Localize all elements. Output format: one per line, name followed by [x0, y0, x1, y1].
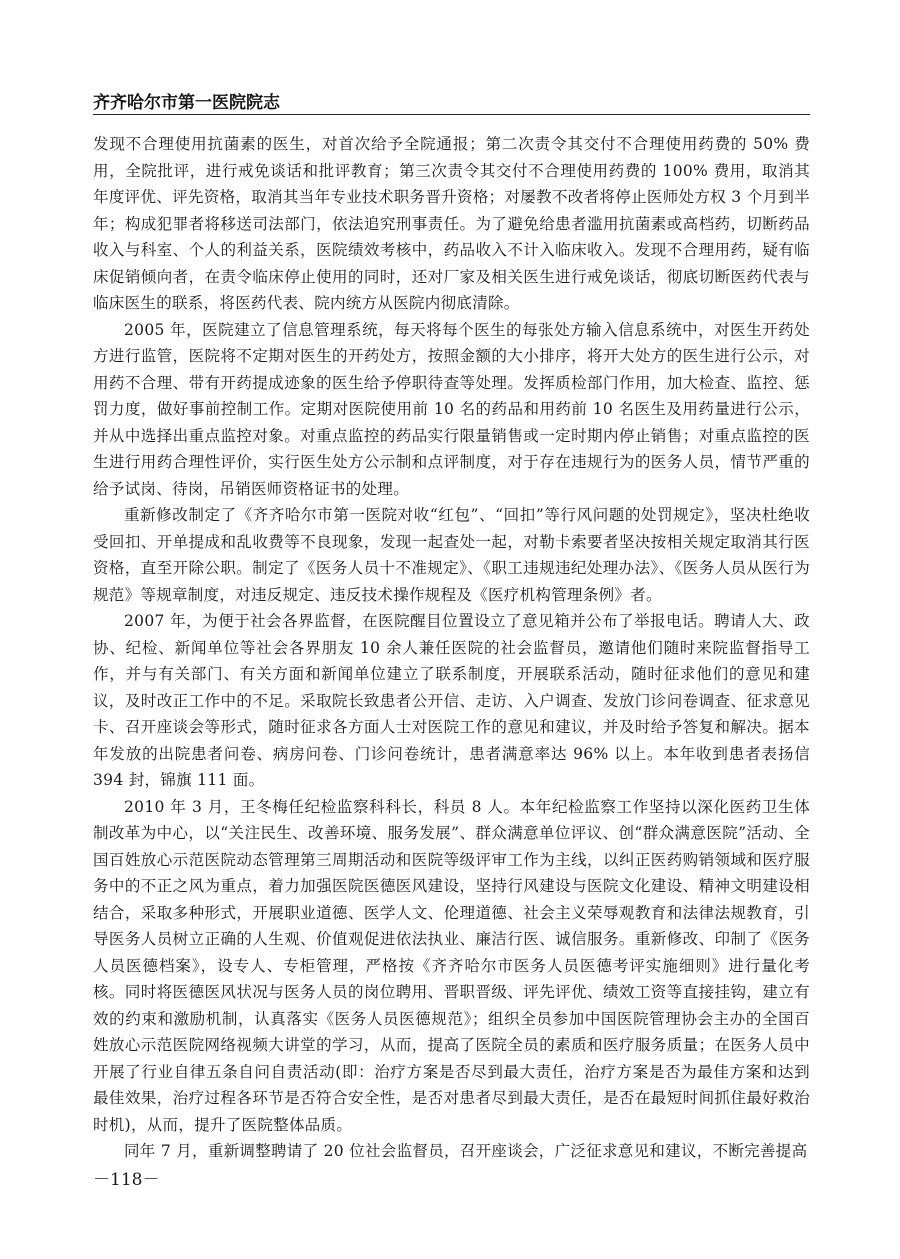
paragraph: 2010 年 3 月，王冬梅任纪检监察科科长，科员 8 人。本年纪检监察工作坚持以深化医药卫生体制改革为中心，以“关注民生、改善环境、服务发展”、群众满意单位评议、创“群众满意医院”活动、全国百姓放心示范医院动态管理第三周期活动和医院等级评审工作为主线，以纠正医药购销领域和医疗服务中的不正之风为重点，着力加强医院医德医风建设，坚持行风建设与医院文化建设、精神文明建设相结合，采取多种形式，开展职业道德、医学人文、伦理道德、社会主义荣辱观教育和法律法规教育，引导医务人员树立正确的人生观、价值观促进依法执业、廉洁行医、诚信服务。重新修改、印制了《医务人员医德档案》，设专人、专柜管理，严格按《齐齐哈尔市医务人员医德考评实施细则》进行量化考核。同时将医德医风状况与医务人员的岗位聘用、晋职晋级、评先评优、绩效工资等直接挂钩，建立有效的约束和激励机制，认真落实《医务人员医德规范》；组织全员参加中国医院管理协会主办的全国百姓放心示范医院网络视频大讲堂的学习，从而，提高了医院全员的素质和医疗服务质量；在医务人员中开展了行业自律五条自问自责活动(即：治疗方案是否尽到最大责任，治疗方案是否为最佳方案和达到最佳效果，治疗过程各环节是否符合安全性，是否对患者尽到最大责任，是否在最短时间抓住最好救治时机)，从而，提升了医院整体品质。: [93, 797, 810, 1134]
paragraph: 发现不合理使用抗菌素的医生，对首次给予全院通报；第二次责令其交付不合理使用药费的 50% 费用，全院批评，进行戒免谈话和批评教育；第三次责令其交付不合理使用药费的 100% 费用，取消其年度评优、评先资格，取消其当年专业技术职务晋升资格；对屡教不改者将停止医师处方权 3 个月到半年；构成犯罪者将移送司法部门，依法追究刑事责任。为了避免给患者滥用抗菌素或高档药，切断药品收入与科室、个人的利益关系，医院绩效考核中，药品收入不计入临床收入。发现不合理用药，疑有临床促销倾向者，在责令临床停止使用的同时，还对厂家及相关医生进行戒免谈话，彻底切断医药代表与临床医生的联系，将医药代表、院内统方从医院内彻底清除。: [93, 135, 810, 312]
paragraph: 同年 7 月，重新调整聘请了 20 位社会监督员，召开座谈会，广泛征求意见和建议，不断完善提高: [124, 1142, 808, 1160]
paragraph: 2007 年，为便于社会各界监督，在医院醒目位置设立了意见箱并公布了举报电话。聘请人大、政协、纪检、新闻单位等社会各界朋友 10 余人兼任医院的社会监督员，邀请他们随时来院监督指导工作，并与有关部门、有关方面和新闻单位建立了联系制度，开展联系活动，随时征求他们的意见和建议，及时改正工作中的不足。采取院长致患者公开信、走访、入户调查、发放门诊问卷调查、征求意见卡、召开座谈会等形式，随时征求各方面人士对医院工作的意见和建议，并及时给予答复和解决。据本年发放的出院患者问卷、病房问卷、门诊问卷统计，患者满意率达 96% 以上。本年收到患者表扬信 394 封，锦旗 111 面。: [93, 612, 810, 789]
header-divider: [93, 114, 810, 115]
paragraph: 重新修改制定了《齐齐哈尔市第一医院对收“红包”、“回扣”等行风问题的处罚规定》，坚决杜绝收受回扣、开单提成和乱收费等不良现象，发现一起查处一起，对勒卡索要者坚决按相关规定取消其行医资格，直至开除公职。制定了《医务人员十不准规定》、《职工违规违纪处理办法》、《医务人员从医行为规范》等规章制度，对违反规定、违反技术操作规程及《医疗机构管理条例》者。: [93, 506, 810, 604]
paragraph: 2005 年，医院建立了信息管理系统，每天将每个医生的每张处方输入信息系统中，对医生开药处方进行监管，医院将不定期对医生的开药处方，按照金额的大小排序，将开大处方的医生进行公示，对用药不合理、带有开药提成迹象的医生给予停职待查等处理。发挥质检部门作用，加大检查、监控、惩罚力度，做好事前控制工作。定期对医院使用前 10 名的药品和用药前 10 名医生及用药量进行公示，并从中选择出重点监控对象。对重点监控的药品实行限量销售或一定时期内停止销售；对重点监控的医生进行用药合理性评价，实行医生处方公示制和点评制度，对于存在违规行为的医务人员，情节严重的给予试岗、待岗，吊销医师资格证书的处理。: [93, 320, 810, 498]
page-number: －118－: [93, 1170, 160, 1190]
body-text: [93, 131, 810, 1165]
running-header-title: 齐齐哈尔市第一医院院志: [93, 93, 280, 113]
